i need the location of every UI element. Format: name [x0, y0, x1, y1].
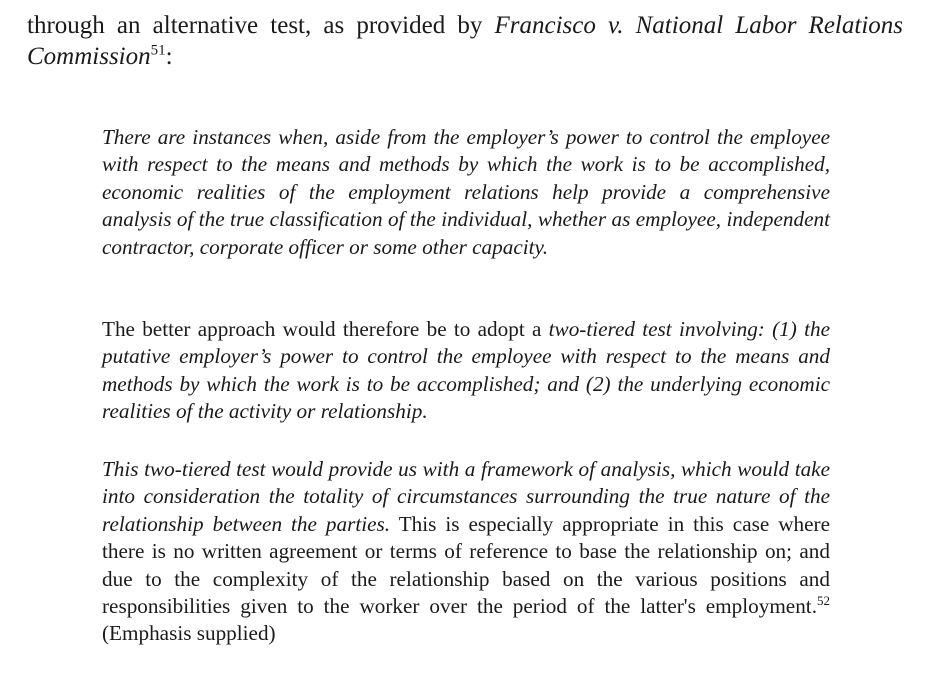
- quote-paragraph-3: [102, 456, 830, 648]
- quote-paragraph-2: [102, 316, 830, 426]
- quote-paragraph-3-plain: This is especially appropriate in this case where there is no written agreement or terms of reference to base the relationship on; and due to the complexity of the relationship based on the various positions and responsibilities given to the worker over the period of the latter's employment.: [102, 511, 831, 619]
- quote-paragraph-2-lead: The better approach would therefore be to adopt a: [102, 317, 549, 341]
- quote-paragraph-2-italic: two-tiered test involving: (1) the putative employer’s power to control the employee with respect to the means and methods by which the work is to be accomplished; and (2) the underlying economic realities of the activity or relationship.: [102, 317, 830, 424]
- footnote-ref-51: 51: [150, 42, 166, 59]
- intro-trail-text: :: [165, 43, 173, 70]
- intro-lead-text: through an alternative test, as provided by: [27, 12, 495, 39]
- case-citation: Francisco v. National Labor Relations Commission: [27, 12, 903, 70]
- emphasis-note: (Emphasis supplied): [102, 621, 276, 646]
- quote-paragraph-3-italic: This two-tiered test would provide us with a framework of analysis, which would take into consideration the totality of circumstances surrounding the true nature of the relationship between the parties.: [102, 457, 830, 536]
- footnote-ref-52: 52: [817, 592, 830, 608]
- quote-paragraph-1-text: There are instances when, aside from the employer’s power to control the employee with respect to the means and methods by which the work is to be accomplished, economic realities of the employment relations help provide a comprehensive analysis of the true classification of the individual, whether as employee, independent contractor, corporate officer or some other capacity.: [102, 125, 830, 259]
- quote-paragraph-1: [102, 124, 830, 261]
- intro-paragraph: [27, 10, 903, 72]
